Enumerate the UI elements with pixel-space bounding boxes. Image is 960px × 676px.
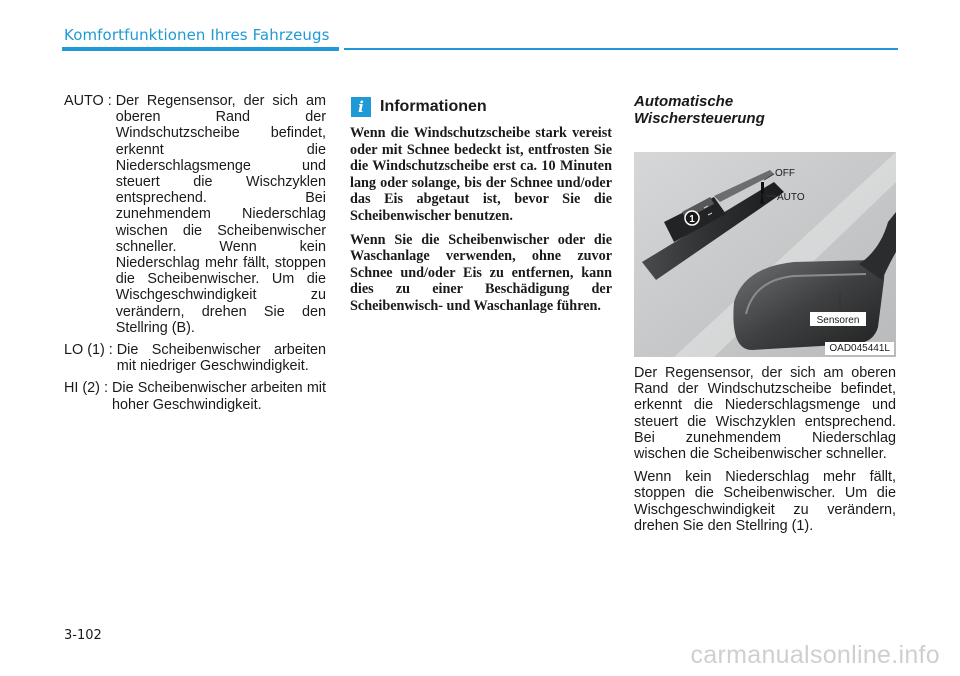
section-title-line1: Automatische xyxy=(634,93,734,110)
definition-auto xyxy=(64,93,326,336)
definition-description: Die Scheibenwischer arbeiten mit hoher Geschwindigkeit. xyxy=(111,380,326,413)
definition-lo xyxy=(64,342,326,374)
section-body xyxy=(634,365,896,534)
info-title: Informationen xyxy=(380,98,487,115)
watermark: carmanualsonline.info xyxy=(690,641,940,669)
info-box xyxy=(350,97,612,322)
info-icon: i xyxy=(351,97,371,117)
body-paragraph: Der Regensensor, der sich am oberen Rand der Windschutzscheibe befindet, erkennt die Niederschlagsmenge und steuert die Wischzyklen entsprechend. Bei zunehmendem Niederschlag wischen die Scheibenwischer schneller. xyxy=(634,365,896,463)
definition-hi xyxy=(64,380,326,412)
chapter-title: Komfortfunktionen Ihres Fahrzeugs xyxy=(64,26,330,44)
header-rule-thin xyxy=(344,48,898,50)
page-number: 3-102 xyxy=(64,628,102,643)
section-title-line2: Wischersteuerung xyxy=(634,110,765,127)
right-column xyxy=(634,93,896,541)
label-off: OFF xyxy=(775,168,795,179)
definition-term: LO (1) : xyxy=(64,342,117,359)
info-paragraph: Wenn Sie die Scheibenwischer oder die Waschanlage verwenden, ohne zuvor Schnee und/oder Eis zu entfernen, kann dies zu einer Beschädigung der Scheibenwisch- und Waschanlage führen. xyxy=(350,231,612,314)
header-rule-thick xyxy=(62,47,339,51)
label-auto: AUTO xyxy=(777,192,805,203)
body-paragraph: Wenn kein Niederschlag mehr fällt, stoppen die Scheibenwischer. Um die Wischgeschwindigkeit zu verändern, drehen Sie den Stellring (1). xyxy=(634,469,896,534)
section-title xyxy=(634,93,896,127)
wiper-stalk-illustration xyxy=(634,152,896,357)
left-column xyxy=(64,93,326,419)
definition-term: HI (2) : xyxy=(64,380,112,397)
callout-number: 1 xyxy=(689,214,695,225)
image-code: OAD045441L xyxy=(825,342,894,355)
label-sensors: Sensoren xyxy=(816,315,860,326)
definition-description: Die Scheibenwischer arbeiten mit niedriger Geschwindigkeit. xyxy=(116,342,326,375)
info-heading xyxy=(350,97,612,117)
definition-description: Der Regensensor, der sich am oberen Rand der Windschutzscheibe befindet, erkennt die Niederschlagsmenge und steuert die Wischzyklen entsprechend. Bei zunehmendem Niederschlag wischen die Scheibenwischer schneller. Wenn kein Niederschlag mehr fällt, stoppen die Scheibenwischer. Um die Wischgeschwindigkeit zu verändern, drehen Sie den Stellring (B). xyxy=(115,93,326,336)
definition-term: AUTO : xyxy=(64,93,116,109)
wiper-figure xyxy=(634,152,896,357)
info-paragraph: Wenn die Windschutzscheibe stark vereist oder mit Schnee bedeckt ist, entfrosten Sie die Windschutzscheibe erst ca. 10 Minuten lang oder solange, bis der Schnee und/oder das Eis abgetaut ist, bevor Sie die Scheibenwischer benutzen. xyxy=(350,125,612,224)
